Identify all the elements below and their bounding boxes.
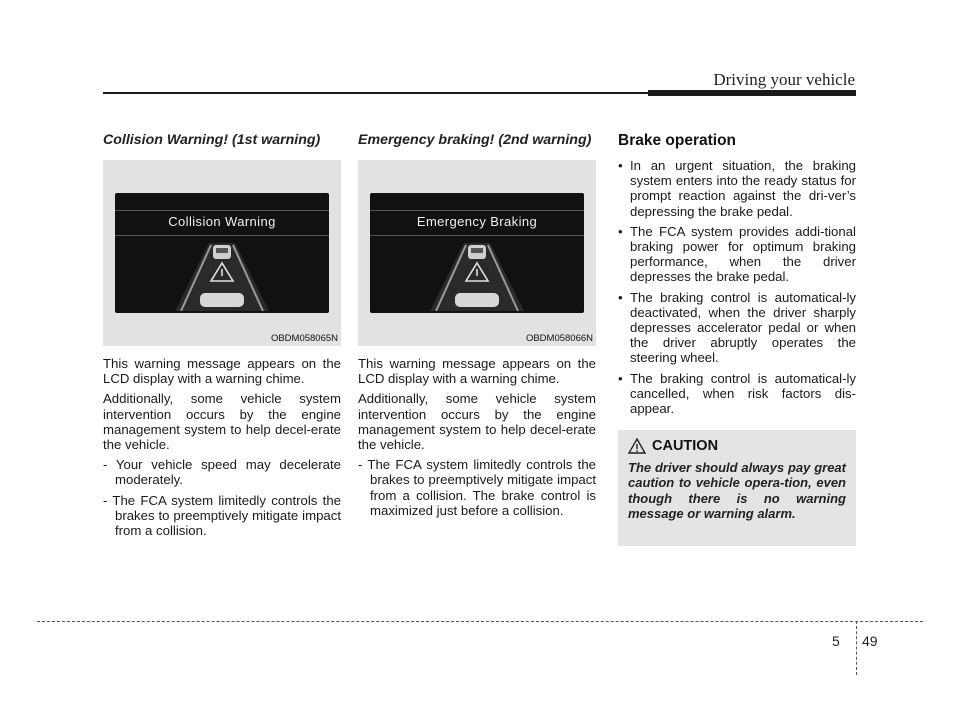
header-title: Driving your vehicle xyxy=(713,70,855,89)
bullet-item xyxy=(618,224,856,285)
dash-list-item: - The FCA system limitedly controls the brakes to preemptively mitigate impact from a collision. The brake control is maximized just before a collision. xyxy=(358,457,596,518)
screen-divider-bottom xyxy=(115,235,329,236)
paragraph: Additionally, some vehicle system intervention occurs by the engine management system to help decel-erate the vehicle. xyxy=(358,391,596,453)
bullet-icon: • xyxy=(618,223,623,239)
column-collision-warning xyxy=(103,132,341,538)
bullet-icon: • xyxy=(618,158,623,173)
bullet-icon: • xyxy=(618,370,623,386)
lcd-display xyxy=(370,193,584,313)
bullet-item xyxy=(618,158,856,219)
bullet-text: The braking control is automatical-ly cancelled, when risk factors dis-appear. xyxy=(630,370,856,417)
screen-divider-bottom xyxy=(370,235,584,236)
lcd-message: Collision Warning xyxy=(168,214,276,229)
warning-triangle-icon xyxy=(628,438,646,454)
figure-code: OBDM058065N xyxy=(270,333,338,344)
bullet-item xyxy=(618,290,856,366)
collision-warning-figure xyxy=(103,160,341,346)
caution-text: The driver should always pay great caution to vehicle opera-tion, even though there is no warning message or warning alarm. xyxy=(628,460,846,521)
header-bar xyxy=(648,90,856,96)
screen-divider-top xyxy=(370,210,584,211)
collision-warning-heading: Collision Warning! (1st warning) xyxy=(103,132,321,148)
chapter-number: 5 xyxy=(832,633,840,649)
page-number: 49 xyxy=(862,633,878,649)
footer-divider xyxy=(856,621,857,675)
lcd-message: Emergency Braking xyxy=(416,214,538,229)
caution-box xyxy=(618,430,856,546)
road-car-warning-icon xyxy=(175,239,269,311)
bullet-item xyxy=(618,371,856,417)
paragraph: This warning message appears on the LCD display with a warning chime. xyxy=(358,356,596,387)
bullet-icon: • xyxy=(618,289,623,305)
caution-title: CAUTION xyxy=(652,438,719,455)
paragraph: Additionally, some vehicle system intervention occurs by the engine management system to help decel-erate the vehicle. xyxy=(103,391,341,453)
dash-list-item: - Your vehicle speed may decelerate moderately. xyxy=(103,457,341,488)
bullet-text: In an urgent situation, the braking system enters into the ready status for prompt reaction against the dri-ver’s depressing the brake pedal. xyxy=(630,158,856,219)
column-brake-operation xyxy=(618,132,856,546)
footer-rule xyxy=(37,621,923,622)
paragraph: This warning message appears on the LCD display with a warning chime. xyxy=(103,356,341,387)
emergency-braking-figure xyxy=(358,160,596,346)
dash-list-item: - The FCA system limitedly controls the brakes to preemptively mitigate impact from a collision. xyxy=(103,492,341,539)
bullet-text: The FCA system provides addi-tional braking power for optimum braking performance, when the driver depresses the brake pedal. xyxy=(630,223,856,285)
lcd-display xyxy=(115,193,329,313)
screen-divider-top xyxy=(115,210,329,211)
bullet-text: The braking control is automatical-ly deactivated, when the driver sharply depresses accelerator pedal or when the driver abruptly operates the steering wheel. xyxy=(630,289,856,366)
road-car-warning-icon xyxy=(430,239,524,311)
brake-operation-heading: Brake operation xyxy=(618,132,737,149)
caution-header xyxy=(628,438,846,454)
emergency-braking-heading: Emergency braking! (2nd warning) xyxy=(358,132,592,148)
column-emergency-braking xyxy=(358,132,596,518)
figure-code: OBDM058066N xyxy=(525,333,593,344)
